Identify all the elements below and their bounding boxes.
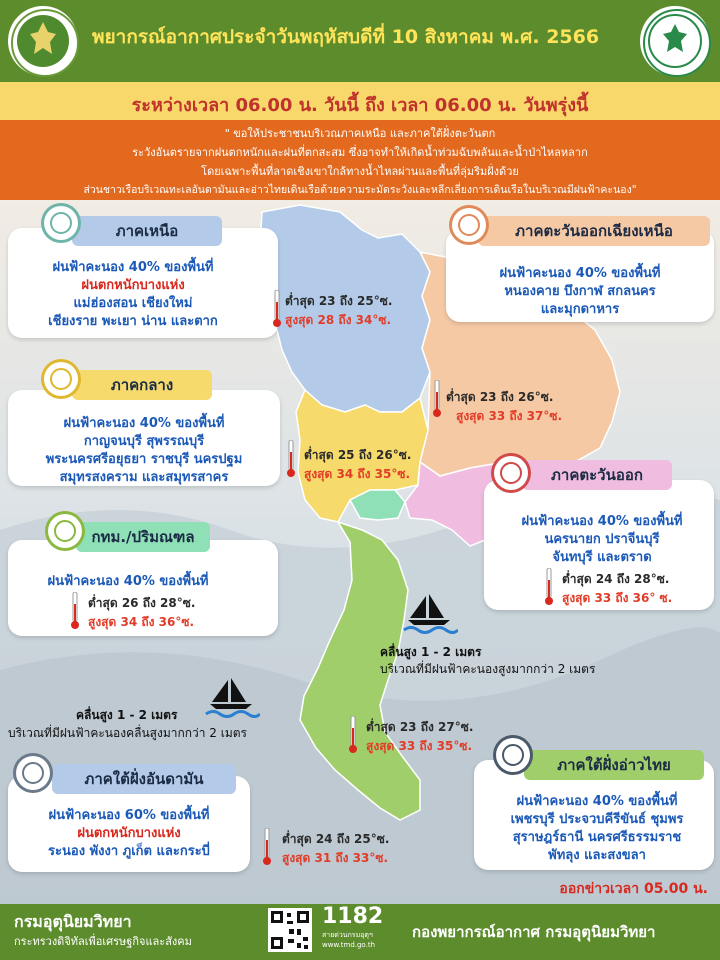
east-line-1: ฝนฟ้าคะนอง 40% ของพื้นที่ bbox=[521, 514, 683, 529]
east-thermometer-icon bbox=[544, 568, 554, 606]
south-gulf-temp-low: ต่ำสุด 23 ถึง 27°ซ. bbox=[366, 720, 474, 734]
northeast-pin-icon bbox=[452, 208, 486, 242]
northeast-line-2: หนองคาย บึงกาฬ สกลนคร bbox=[504, 284, 656, 299]
gulf-wave-desc: บริเวณที่มีฝนฟ้าคะนองสูงมากกว่า 2 เมตร bbox=[380, 662, 596, 676]
north-temp-low: ต่ำสุด 23 ถึง 25°ซ. bbox=[285, 294, 393, 308]
central-temp-high: สูงสุด 34 ถึง 35°ซ. bbox=[304, 467, 411, 481]
south-gulf-tab: ภาคใต้ฝั่งอ่าวไทย bbox=[524, 750, 704, 780]
east-line-2: นครนายก ปราจีนบุรี bbox=[544, 532, 660, 547]
bangkok-thermometer-icon bbox=[70, 592, 80, 630]
north-line-3: แม่ฮ่องสอน เชียงใหม่ bbox=[73, 296, 193, 311]
northeast-temp-high: สูงสุด 33 ถึง 37°ซ. bbox=[456, 409, 563, 423]
south-andaman-thermometer-icon bbox=[262, 828, 272, 866]
south-gulf-pin-icon bbox=[496, 738, 530, 772]
south-andaman-line-2: ฝนตกหนักบางแห่ง bbox=[77, 826, 181, 841]
northeast-thermometer-icon bbox=[432, 380, 442, 418]
ministry-logo bbox=[8, 6, 78, 76]
issue-time: ออกข่าวเวลา 05.00 น. bbox=[559, 881, 708, 897]
south-gulf-line-4: พัทลุง และสงขลา bbox=[548, 848, 646, 863]
bangkok-temp-low: ต่ำสุด 26 ถึง 28°ซ. bbox=[88, 596, 196, 610]
tmd-logo bbox=[640, 6, 710, 76]
tmd-emblem-icon bbox=[660, 22, 690, 58]
north-thermometer-icon bbox=[272, 290, 282, 328]
north-tab: ภาคเหนือ bbox=[72, 216, 222, 246]
footer-division: กองพยากรณ์อากาศ กรมอุตุนิยมวิทยา bbox=[412, 923, 656, 941]
gulf-wave-title: คลื่นสูง 1 - 2 เมตร bbox=[380, 645, 482, 659]
page-title: พยากรณ์อากาศประจำวันพฤหัสบดีที่ 10 สิงหาคม พ.ศ. 2566 bbox=[92, 26, 600, 48]
warning-line-2: ระวังอันตรายจากฝนตกหนักและฝนที่ตกสะสม ซึ่งอาจทำให้เกิดน้ำท่วมฉับพลันและน้ำป่าไหลหลาก bbox=[132, 146, 588, 159]
south-gulf-thermometer-icon bbox=[348, 716, 358, 754]
bangkok-line-1: ฝนฟ้าคะนอง 40% ของพื้นที่ bbox=[47, 574, 209, 589]
north-line-4: เชียงราย พะเยา น่าน และตาก bbox=[48, 314, 218, 329]
website-link[interactable]: www.tmd.go.th bbox=[322, 941, 375, 949]
central-tab: ภาคกลาง bbox=[72, 370, 212, 400]
north-temp-high: สูงสุด 28 ถึง 34°ซ. bbox=[285, 313, 392, 327]
south-andaman-temp-low: ต่ำสุด 24 ถึง 25°ซ. bbox=[282, 832, 390, 846]
warning-line-3: โดยเฉพาะพื้นที่ลาดเชิงเขาใกล้ทางน้ำไหลผ่านและพื้นที่ลุ่มริมฝั่งด้วย bbox=[201, 165, 519, 178]
bangkok-temp-high: สูงสุด 34 ถึง 36°ซ. bbox=[88, 615, 195, 629]
central-line-4: สมุทรสงคราม และสมุทรสาคร bbox=[59, 470, 229, 485]
south-gulf-line-1: ฝนฟ้าคะนอง 40% ของพื้นที่ bbox=[516, 794, 678, 809]
northeast-line-1: ฝนฟ้าคะนอง 40% ของพื้นที่ bbox=[499, 266, 661, 281]
south-andaman-tab: ภาคใต้ฝั่งอันดามัน bbox=[52, 764, 236, 794]
deity-icon bbox=[26, 20, 60, 60]
hotline-caption: สายด่วนกรมอุตุฯ bbox=[322, 931, 373, 939]
south-andaman-pin-icon bbox=[16, 756, 50, 790]
central-line-1: ฝนฟ้าคะนอง 40% ของพื้นที่ bbox=[63, 416, 225, 431]
central-temp-low: ต่ำสุด 25 ถึง 26°ซ. bbox=[304, 448, 412, 462]
north-line-1: ฝนฟ้าคะนอง 40% ของพื้นที่ bbox=[52, 260, 214, 275]
south-gulf-line-2: เพชรบุรี ประจวบคีรีขันธ์ ชุมพร bbox=[510, 812, 684, 827]
south-gulf-temp-high: สูงสุด 33 ถึง 35°ซ. bbox=[366, 739, 473, 753]
north-line-2: ฝนตกหนักบางแห่ง bbox=[81, 278, 185, 293]
south-andaman-line-3: ระนอง พังงา ภูเก็ต และกระบี่ bbox=[48, 844, 210, 859]
andaman-wave-desc: บริเวณที่มีฝนฟ้าคะนองคลื่นสูงมากกว่า 2 เมตร bbox=[8, 726, 248, 740]
central-thermometer-icon bbox=[286, 440, 296, 478]
warning-line-4: ส่วนชาวเรือบริเวณทะเลอันดามันและอ่าวไทยเดินเรือด้วยความระมัดระวังและหลีกเลี่ยงการเดินเรือในบริเวณมีฝนฟ้าคะนอง" bbox=[83, 184, 637, 196]
east-tab: ภาคตะวันออก bbox=[522, 460, 672, 490]
east-pin-icon bbox=[494, 456, 528, 490]
gulf-boat-icon bbox=[402, 592, 458, 634]
south-andaman-line-1: ฝนฟ้าคะนอง 60% ของพื้นที่ bbox=[48, 808, 210, 823]
qr-code-icon[interactable] bbox=[268, 908, 312, 952]
northeast-temp-low: ต่ำสุด 23 ถึง 26°ซ. bbox=[446, 390, 554, 404]
andaman-wave-title: คลื่นสูง 1 - 2 เมตร bbox=[76, 708, 178, 722]
east-line-3: จันทบุรี และตราด bbox=[552, 550, 652, 565]
bangkok-pin-icon bbox=[48, 514, 82, 548]
bangkok-tab: กทม./ปริมณฑล bbox=[76, 522, 210, 552]
footer-ministry: กระทรวงดิจิทัลเพื่อเศรษฐกิจและสังคม bbox=[14, 935, 192, 948]
andaman-boat-icon bbox=[204, 676, 260, 718]
east-temp-low: ต่ำสุด 24 ถึง 28°ซ. bbox=[562, 572, 670, 586]
central-line-3: พระนครศรีอยุธยา ราชบุรี นครปฐม bbox=[45, 452, 243, 467]
northeast-tab: ภาคตะวันออกเฉียงเหนือ bbox=[478, 216, 710, 246]
time-range-text: ระหว่างเวลา 06.00 น. วันนี้ ถึง เวลา 06.00 น. วันพรุ่งนี้ bbox=[131, 95, 589, 116]
central-line-2: กาญจนบุรี สุพรรณบุรี bbox=[83, 434, 205, 449]
northeast-line-3: และมุกดาหาร bbox=[540, 302, 620, 317]
footer-org: กรมอุตุนิยมวิทยา bbox=[14, 912, 132, 931]
east-temp-high: สูงสุด 33 ถึง 36° ซ. bbox=[562, 591, 673, 605]
north-pin-icon bbox=[44, 206, 78, 240]
central-pin-icon bbox=[44, 362, 78, 396]
south-andaman-temp-high: สูงสุด 31 ถึง 33°ซ. bbox=[282, 851, 389, 865]
south-gulf-line-3: สุราษฎร์ธานี นครศรีธรรมราช bbox=[512, 830, 682, 845]
warning-line-1: " ขอให้ประชาชนบริเวณภาคเหนือ และภาคใต้ฝั่งตะวันตก bbox=[224, 127, 496, 140]
hotline-number: 1182 bbox=[322, 904, 384, 929]
